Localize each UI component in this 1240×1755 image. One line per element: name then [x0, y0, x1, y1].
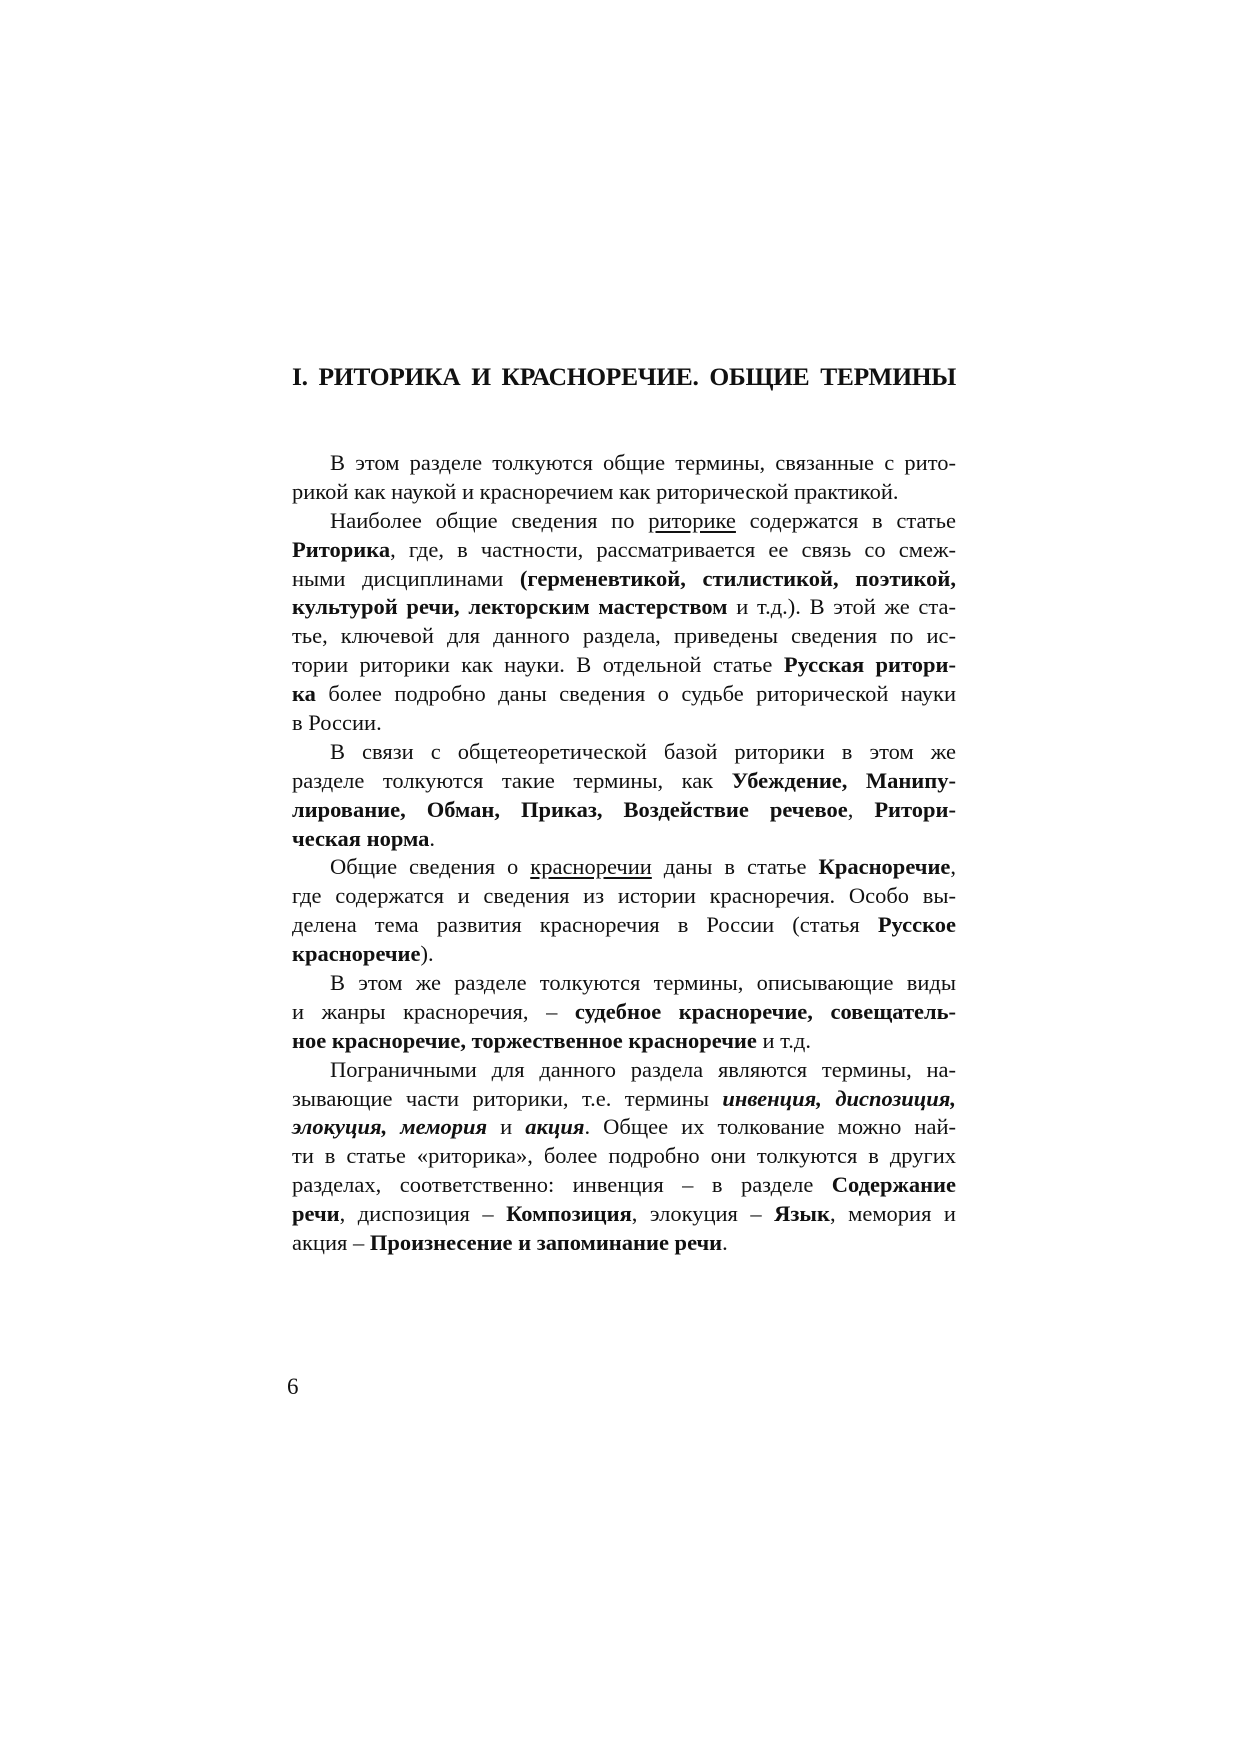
bold-italic-term: элокуция, мемория	[292, 1114, 488, 1140]
text-run: тье, ключевой для данного раздела, приведены сведения по ис-	[292, 623, 956, 649]
text-line	[292, 478, 956, 507]
text-line	[292, 767, 956, 796]
text-run: и т.д.	[756, 1027, 811, 1053]
underlined-term: красноречии	[530, 854, 652, 880]
text-run: и	[487, 1114, 526, 1140]
text-line	[292, 911, 956, 940]
text-run: ти в статье «риторика», более подробно они толкуются в других	[292, 1143, 956, 1169]
text-line	[292, 1027, 956, 1056]
bold-italic-term: акция	[525, 1114, 585, 1140]
text-run: Пограничными для данного раздела являются термины, на-	[330, 1056, 956, 1082]
bold-term: ческая норма	[292, 825, 430, 851]
text-line	[292, 853, 956, 882]
text-run: рикой как наукой и красноречием как риторической практикой.	[292, 478, 899, 504]
text-run: и т.д.). В этой же ста-	[727, 594, 956, 620]
text-line	[292, 1085, 956, 1114]
text-line	[292, 507, 956, 536]
bold-term: лирование, Обман, Приказ, Воздействие речевое	[292, 796, 848, 822]
underlined-term: риторике	[648, 507, 736, 533]
text-run: акция –	[292, 1230, 370, 1256]
bold-term: Композиция	[506, 1201, 632, 1227]
bold-term: речи	[292, 1201, 340, 1227]
text-line	[292, 825, 956, 854]
bold-term: Содержание	[831, 1172, 956, 1198]
bold-term: красноречие	[292, 941, 421, 967]
text-line	[292, 536, 956, 565]
bold-term: Произнесение и запоминание речи	[369, 1230, 723, 1256]
bold-italic-term: инвенция, диспозиция,	[722, 1085, 957, 1111]
text-run: разделах, соответственно: инвенция – в разделе	[292, 1172, 832, 1198]
text-run: даны в статье	[651, 854, 819, 880]
text-run: где содержатся и сведения из истории красноречия. Особо вы-	[292, 883, 956, 909]
text-run: , диспозиция –	[339, 1201, 507, 1227]
text-run: . Общее их толкование можно най-	[584, 1114, 956, 1140]
text-line	[292, 565, 956, 594]
bold-term: ка	[292, 681, 316, 707]
text-run: ).	[420, 941, 434, 967]
text-line	[292, 940, 956, 969]
text-line	[292, 998, 956, 1027]
body-text	[292, 449, 956, 1258]
text-run: и жанры красноречия, –	[292, 998, 575, 1024]
bold-term: ное красноречие, торжественное красноречие	[292, 1027, 757, 1053]
section-title: I. РИТОРИКА И КРАСНОРЕЧИЕ. ОБЩИЕ ТЕРМИНЫ	[292, 362, 956, 391]
text-run: более подробно даны сведения о судьбе риторической науки	[315, 681, 956, 707]
bold-term: (герменевтикой, стилистикой, поэтикой,	[519, 565, 956, 591]
text-run: .	[722, 1230, 728, 1256]
text-line	[292, 1056, 956, 1085]
text-line	[292, 593, 956, 622]
text-run: В этом разделе толкуются общие термины, связанные с рито-	[330, 450, 956, 475]
text-line	[292, 1113, 956, 1142]
text-run: ,	[847, 796, 875, 822]
text-line	[292, 1171, 956, 1200]
bold-term: Убеждение, Манипу-	[731, 767, 956, 793]
text-run: , мемория и	[829, 1201, 956, 1227]
text-line	[292, 1200, 956, 1229]
text-line	[292, 1142, 956, 1171]
text-run: делена тема развития красноречия в России (статья	[292, 912, 878, 938]
text-line	[292, 709, 956, 738]
text-line	[292, 651, 956, 680]
text-run: разделе толкуются такие термины, как	[292, 767, 732, 793]
text-run: в России.	[292, 710, 382, 736]
text-run: содержатся в статье	[735, 507, 956, 533]
text-run: , где, в частности, рассматривается ее связь со смеж-	[390, 536, 956, 562]
text-line	[292, 622, 956, 651]
text-line	[292, 680, 956, 709]
bold-term: культурой речи, лекторским мастерством	[292, 594, 728, 620]
text-run: зывающие части риторики, т.е. термины	[292, 1085, 723, 1111]
text-line	[292, 796, 956, 825]
text-line	[292, 1229, 956, 1258]
bold-term: Язык	[774, 1201, 830, 1227]
text-run: Общие сведения о	[330, 854, 531, 880]
text-line	[292, 449, 956, 478]
text-run: В связи с общетеоретической базой риторики в этом же	[330, 738, 956, 764]
page-number: 6	[287, 1374, 299, 1399]
text-line	[292, 969, 956, 998]
bold-term: Русское	[877, 912, 956, 938]
text-run: тории риторики как науки. В отдельной статье	[292, 652, 784, 678]
text-run: .	[429, 825, 436, 851]
text-line	[292, 882, 956, 911]
text-run: В этом же разделе толкуются термины, описывающие виды	[330, 970, 956, 996]
bold-term: судебное красноречие, совещатель-	[574, 998, 956, 1024]
bold-term: Красноречие	[818, 854, 951, 880]
bold-term: Русская ритори-	[783, 652, 957, 678]
text-run: ,	[950, 854, 957, 880]
text-run: , элокуция –	[631, 1201, 775, 1227]
text-run: Наиболее общие сведения по	[330, 507, 649, 533]
bold-term: Ритори-	[874, 796, 956, 822]
text-run: ными дисциплинами	[292, 565, 520, 591]
text-line	[292, 738, 956, 767]
bold-term: Риторика	[292, 536, 391, 562]
